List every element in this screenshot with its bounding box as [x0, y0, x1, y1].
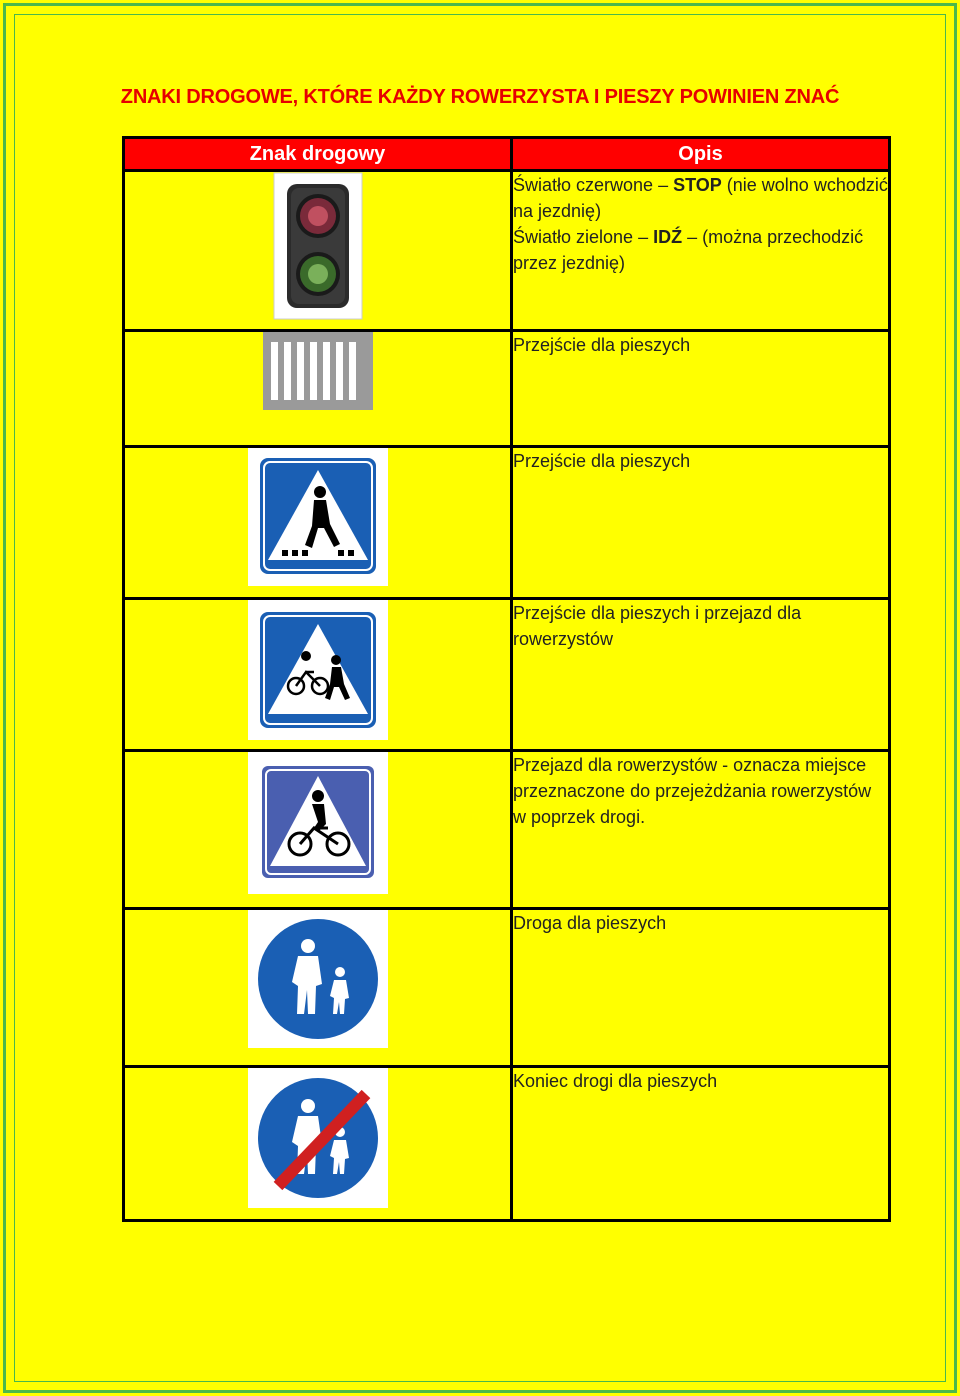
sign-cell: [124, 171, 512, 331]
pedestrian-path-sign-icon: [248, 910, 388, 1048]
sign-cell: [124, 447, 512, 599]
sign-cell: [124, 909, 512, 1067]
pedestrian-and-cyclist-crossing-sign-icon: [248, 600, 388, 740]
pedestrian-crossing-sign-icon: [248, 448, 388, 586]
table-row: [124, 1067, 890, 1221]
sign-description: Przejazd dla rowerzystów - oznacza miejsce przeznaczone do przejeżdżania rowerzystów w poprzek drogi.: [512, 751, 890, 909]
table-row: [124, 447, 890, 599]
sign-description: Droga dla pieszych: [512, 909, 890, 1067]
sign-description: Przejście dla pieszych: [512, 447, 890, 599]
sign-description: Koniec drogi dla pieszych: [512, 1067, 890, 1221]
table-header-row: [124, 138, 890, 171]
table-row: [124, 599, 890, 751]
sign-description: Przejście dla pieszych: [512, 331, 890, 447]
table-row: [124, 331, 890, 447]
sign-description: Światło czerwone – STOP (nie wolno wchodzić na jezdnię) Światło zielone – IDŹ – (można przechodzić przez jezdnię): [512, 171, 890, 331]
sign-description: Przejście dla pieszych i przejazd dla rowerzystów: [512, 599, 890, 751]
page-title: ZNAKI DROGOWE, KTÓRE KAŻDY ROWERZYSTA I PIESZY POWINIEN ZNAĆ: [120, 86, 840, 108]
table-row: [124, 909, 890, 1067]
table-row: [124, 171, 890, 331]
end-of-pedestrian-path-sign-icon: [248, 1068, 388, 1208]
sign-cell: [124, 331, 512, 447]
sign-cell: [124, 751, 512, 909]
signs-table: [122, 136, 891, 1222]
cyclist-crossing-sign-icon: [248, 752, 388, 894]
zebra-crossing-icon: [263, 332, 373, 410]
traffic-light-icon: [273, 172, 363, 320]
sign-cell: [124, 1067, 512, 1221]
header-desc: Opis: [512, 138, 890, 171]
header-sign: Znak drogowy: [124, 138, 512, 171]
sign-cell: [124, 599, 512, 751]
table-row: [124, 751, 890, 909]
